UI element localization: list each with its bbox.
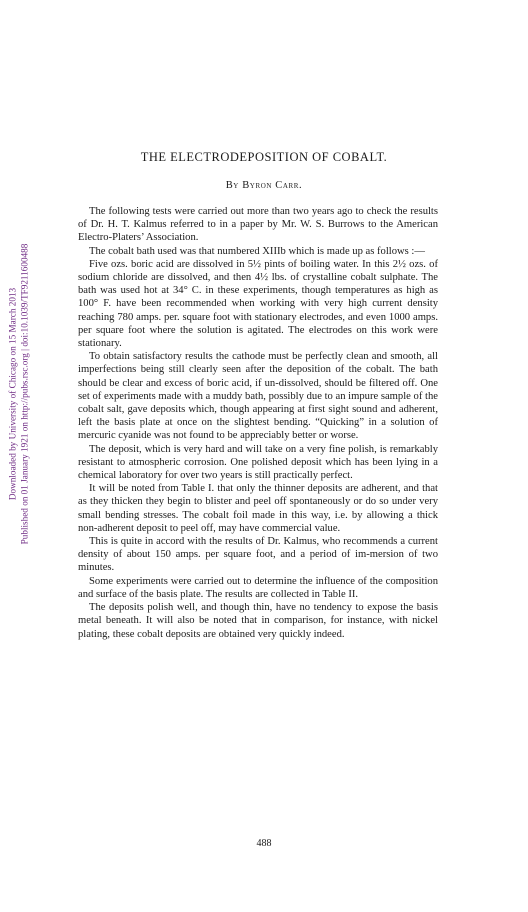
paragraph-polish: The deposits polish well, and though thin, have no tendency to expose the basis metal beneath. It will also be noted that in comparison, for instance, with nickel plating, these cobalt deposits are obtained very quickly indeed. — [78, 602, 438, 640]
paragraph-table-two: Some experiments were carried out to determine the influence of the composition and surface of the basis plate. The results are collected in Table II. — [78, 575, 438, 600]
paragraph-intro: The following tests were carried out more than two years ago to check the results of Dr. H. T. Kalmus referred to in a paper by Mr. W. S. Burrows to the American Electro-Platers’ Association. — [78, 206, 438, 244]
paragraph-recipe: Five ozs. boric acid are dissolved in 5½ pints of boiling water. In this 2½ ozs. of sodium chloride are dissolved, and then 4½ lbs. of crystalline cobalt sulphate. The bath was used hot at 34° C. in these experiments, though temperatures as high as 100° F. have been recommended when working with very high current density reaching 780 amps. per. square foot with stationary electrodes, and even 1000 amps. per square foot where the solution is agitated. The electrodes on this work were stationary. — [78, 258, 438, 350]
paragraph-kalmus: This is quite in accord with the results of Dr. Kalmus, who recommends a current density of about 150 amps. per square foot, and a period of im-mersion of two minutes. — [78, 536, 438, 574]
article-body — [78, 205, 438, 641]
paragraph-deposit: The deposit, which is very hard and will take on a very fine polish, is remarkably resistant to atmospheric corrosion. One polished deposit which has been lying in a chemical laboratory for over two years is still practically perfect. — [78, 443, 438, 482]
download-watermark — [2, 184, 36, 604]
paragraph-table-one: It will be noted from Table I. that only the thinner deposits are adherent, and that as they thicken they begin to blister and peel off spontaneously or do so under very small bending stresses. The cobalt foil made in this way, i.e. by allowing a thick non-adherent deposit to peel off, may have commercial value. — [78, 483, 438, 534]
author-byline — [0, 180, 528, 191]
author-name: Byron Carr. — [242, 180, 303, 191]
watermark-publication-line: Published on 01 January 1921 on http://pubs.rsc.org | doi:10.1039/TF9211600488 — [19, 243, 29, 545]
paragraph-bath: The cobalt bath used was that numbered XIIIb which is made up as follows :— — [89, 245, 425, 257]
byline-prefix: By — [225, 180, 239, 191]
watermark-download-line: Downloaded by University of Chicago on 15 March 2013 — [7, 287, 18, 501]
page-number: 488 — [256, 838, 272, 849]
paragraph-cathode: To obtain satisfactory results the cathode must be perfectly clean and smooth, all imperfections being still clearly seen after the deposition of the cobalt. The bath should be clear and excess of boric acid, if un-dissolved, should be filtered off. One set of experiments made with a muddy bath, possibly due to an impure sample of the cobalt salt, gave deposits which, though appearing at first sight sound and adherent, left the basis plate at once on the slightest bending. “Quicking” in a solution of mercuric cyanide was not found to be appreciably better or worse. — [78, 351, 438, 442]
article-title: THE ELECTRODEPOSITION OF COBALT. — [140, 150, 388, 164]
watermark-text — [8, 244, 31, 545]
